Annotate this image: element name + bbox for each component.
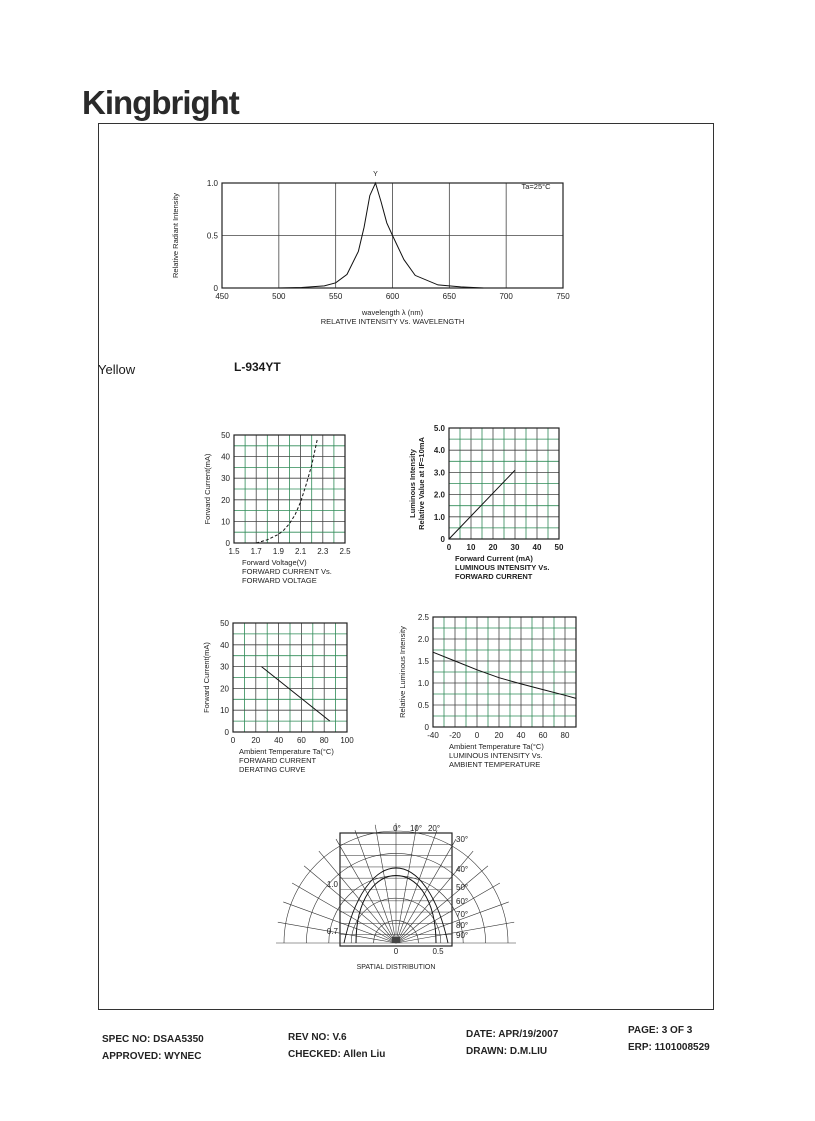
lum-vs-current-x-axis-label: Forward Current (mA) xyxy=(455,554,533,563)
lum-vs-temperature-xtick-label: 40 xyxy=(516,731,526,740)
fwd-current-derating-ytick-label: 50 xyxy=(220,619,229,628)
lum-vs-current-y-axis-label: Relative Value at IF=10mA xyxy=(417,437,426,530)
fwd-current-derating-xtick-label: 100 xyxy=(340,736,354,745)
lum-vs-current-title: LUMINOUS INTENSITY Vs. xyxy=(455,563,550,572)
led-center-marker xyxy=(392,937,400,943)
fwd-current-voltage-title: FORWARD VOLTAGE xyxy=(242,576,317,585)
fwd-current-voltage-xtick-label: 1.5 xyxy=(228,547,240,556)
lum-vs-current-xtick-label: 10 xyxy=(466,543,476,552)
lum-vs-temperature-ytick-label: 1.0 xyxy=(417,679,429,688)
lum-vs-current-xtick-label: 40 xyxy=(532,543,542,552)
lum-vs-current-y-axis-label: Luminous Intensity xyxy=(408,449,417,518)
brand-logo: Kingbright xyxy=(82,84,239,121)
fwd-current-derating-xtick-label: 40 xyxy=(274,736,284,745)
fwd-current-derating-xtick-label: 0 xyxy=(230,736,236,745)
lum-vs-temperature-ytick-label: 2.5 xyxy=(417,613,429,622)
fwd-current-voltage-xtick-label: 2.3 xyxy=(317,547,329,556)
fwd-current-derating-title: FORWARD CURRENT xyxy=(239,756,317,765)
lum-vs-current-ytick-label: 2.0 xyxy=(433,490,445,500)
fwd-current-derating-ytick-label: 30 xyxy=(220,662,229,672)
polar-angle-label: 60° xyxy=(456,897,469,906)
spectrum-xtick-label: 700 xyxy=(499,292,513,301)
lum-vs-temperature-xtick-label: -40 xyxy=(427,731,439,740)
lum-vs-current-xtick-label: 20 xyxy=(488,543,498,552)
fwd-current-derating-series-line xyxy=(262,667,330,722)
lum-vs-current-xtick-label: 30 xyxy=(510,543,520,552)
document-date: DATE: APR/19/2007 xyxy=(466,1029,559,1040)
spectrum-xtick-label: 650 xyxy=(442,292,457,301)
part-number-label: L-934YT xyxy=(234,360,281,374)
spectrum-xtick-label: 500 xyxy=(272,292,286,301)
lum-vs-current-xtick-label: 50 xyxy=(554,543,564,552)
polar-left-label: 1.0 xyxy=(326,880,338,889)
erp-number: ERP: 1101008529 xyxy=(628,1042,710,1053)
fwd-current-derating-xtick-label: 80 xyxy=(319,736,329,745)
fwd-current-derating-y-axis-label: Forward Current(mA) xyxy=(202,642,211,713)
fwd-current-derating-ytick-label: 0 xyxy=(224,728,229,737)
lum-vs-current-ytick-label: 1.0 xyxy=(433,512,445,522)
fwd-current-derating-ytick-label: 20 xyxy=(220,684,229,694)
fwd-current-voltage-ytick-label: 0 xyxy=(225,539,230,548)
revision-number: REV NO: V.6 xyxy=(288,1032,347,1043)
lum-vs-temperature-ytick-label: 0.5 xyxy=(417,701,429,710)
fwd-current-voltage-xtick-label: 1.9 xyxy=(272,547,284,556)
lum-vs-temperature-series-line xyxy=(433,652,576,698)
lum-vs-temperature-xtick-label: 60 xyxy=(538,731,548,740)
polar-top-tick-label: 20° xyxy=(427,824,441,833)
lum-vs-temperature-ytick-label: 2.0 xyxy=(417,635,429,644)
fwd-current-voltage-xtick-label: 2.5 xyxy=(339,547,351,556)
lum-vs-temperature-y-axis-label: Relative Luminous Intensity xyxy=(398,626,407,718)
temperature-annotation: Ta=25°C xyxy=(521,182,551,191)
polar-angle-label: 80° xyxy=(456,921,469,930)
fwd-current-derating-ytick-label: 10 xyxy=(220,706,229,716)
fwd-current-voltage-ytick-label: 20 xyxy=(221,495,230,505)
led-color-label: Yellow xyxy=(98,362,136,377)
polar-angle-label: 30° xyxy=(456,835,469,844)
polar-left-label: 0.7 xyxy=(326,927,338,936)
spectrum-y-axis-label: Relative Radiant Intensity xyxy=(171,192,180,279)
lum-vs-temperature-title: AMBIENT TEMPERATURE xyxy=(449,760,541,769)
lum-vs-current-ytick-label: 4.0 xyxy=(433,446,445,456)
polar-title: SPATIAL DISTRIBUTION xyxy=(356,964,436,971)
lum-vs-temperature-ytick-label: 1.5 xyxy=(417,657,429,666)
approved-by: APPROVED: WYNEC xyxy=(102,1051,202,1062)
polar-angle-label: 70° xyxy=(456,910,469,919)
spectrum-ytick-label: 0.5 xyxy=(206,231,218,241)
lum-vs-temperature-xtick-label: 80 xyxy=(560,731,570,740)
fwd-current-derating-x-axis-label: Ambient Temperature Ta(°C) xyxy=(239,747,334,756)
spec-number: SPEC NO: DSAA5350 xyxy=(102,1034,204,1045)
spectrum-xtick-label: 600 xyxy=(385,292,400,301)
lum-vs-current-xtick-label: 0 xyxy=(446,543,452,552)
fwd-current-voltage-ytick-label: 50 xyxy=(221,431,230,440)
fwd-current-derating-xtick-label: 20 xyxy=(251,736,261,745)
fwd-current-voltage-ytick-label: 10 xyxy=(221,517,230,527)
lum-vs-current-title: FORWARD CURRENT xyxy=(455,572,533,581)
fwd-current-derating-title: DERATING CURVE xyxy=(239,765,306,774)
fwd-current-voltage-ytick-label: 40 xyxy=(221,452,230,462)
lum-vs-temperature-x-axis-label: Ambient Temperature Ta(°C) xyxy=(449,742,544,751)
spectrum-xtick-label: 750 xyxy=(556,292,570,301)
spectrum-xtick-label: 550 xyxy=(328,292,343,301)
fwd-current-voltage-ytick-label: 30 xyxy=(221,474,230,484)
fwd-current-voltage-y-axis-label: Forward Current(mA) xyxy=(203,453,212,525)
polar-bottom-label: 0 xyxy=(393,947,399,956)
polar-bottom-label: 0.5 xyxy=(432,947,444,956)
spectrum-x-axis-label: wavelength λ (nm) xyxy=(361,308,424,317)
peak-marker-label: Y xyxy=(373,171,378,178)
checked-by: CHECKED: Allen Liu xyxy=(288,1049,386,1060)
lum-vs-current-ytick-label: 3.0 xyxy=(433,468,445,478)
fwd-current-derating-ytick-label: 40 xyxy=(220,640,229,650)
lum-vs-temperature-ytick-label: 0 xyxy=(424,723,429,732)
polar-angle-label: 40° xyxy=(456,865,469,874)
lum-vs-temperature-xtick-label: 20 xyxy=(494,731,504,740)
fwd-current-voltage-xtick-label: 1.7 xyxy=(250,547,262,556)
fwd-current-voltage-xtick-label: 2.1 xyxy=(295,547,307,556)
spectrum-title: RELATIVE INTENSITY Vs. WAVELENGTH xyxy=(320,317,465,326)
lum-vs-temperature-xtick-label: -20 xyxy=(449,731,461,740)
polar-top-tick-label: 0° xyxy=(393,824,401,833)
drawn-by: DRAWN: D.M.LIU xyxy=(466,1046,548,1057)
fwd-current-derating-xtick-label: 60 xyxy=(296,736,306,745)
spectrum-ytick-label: 1.0 xyxy=(206,179,218,188)
polar-angle-label: 90° xyxy=(456,931,469,940)
page-number: PAGE: 3 OF 3 xyxy=(628,1025,693,1036)
lum-vs-temperature-xtick-label: 0 xyxy=(474,731,480,740)
fwd-current-voltage-series-line xyxy=(256,439,317,543)
spectrum-xtick-label: 450 xyxy=(215,292,229,301)
polar-top-tick-label: 10° xyxy=(409,824,423,833)
polar-angle-label: 50° xyxy=(456,883,469,892)
spectrum-ytick-label: 0 xyxy=(213,284,218,293)
lum-vs-current-ytick-label: 0 xyxy=(440,535,445,544)
lum-vs-current-ytick-label: 5.0 xyxy=(433,424,445,433)
fwd-current-voltage-title: FORWARD CURRENT Vs. xyxy=(242,567,332,576)
lum-vs-temperature-title: LUMINOUS INTENSITY Vs. xyxy=(449,751,543,760)
fwd-current-voltage-x-axis-label: Forward Voltage(V) xyxy=(242,558,307,567)
